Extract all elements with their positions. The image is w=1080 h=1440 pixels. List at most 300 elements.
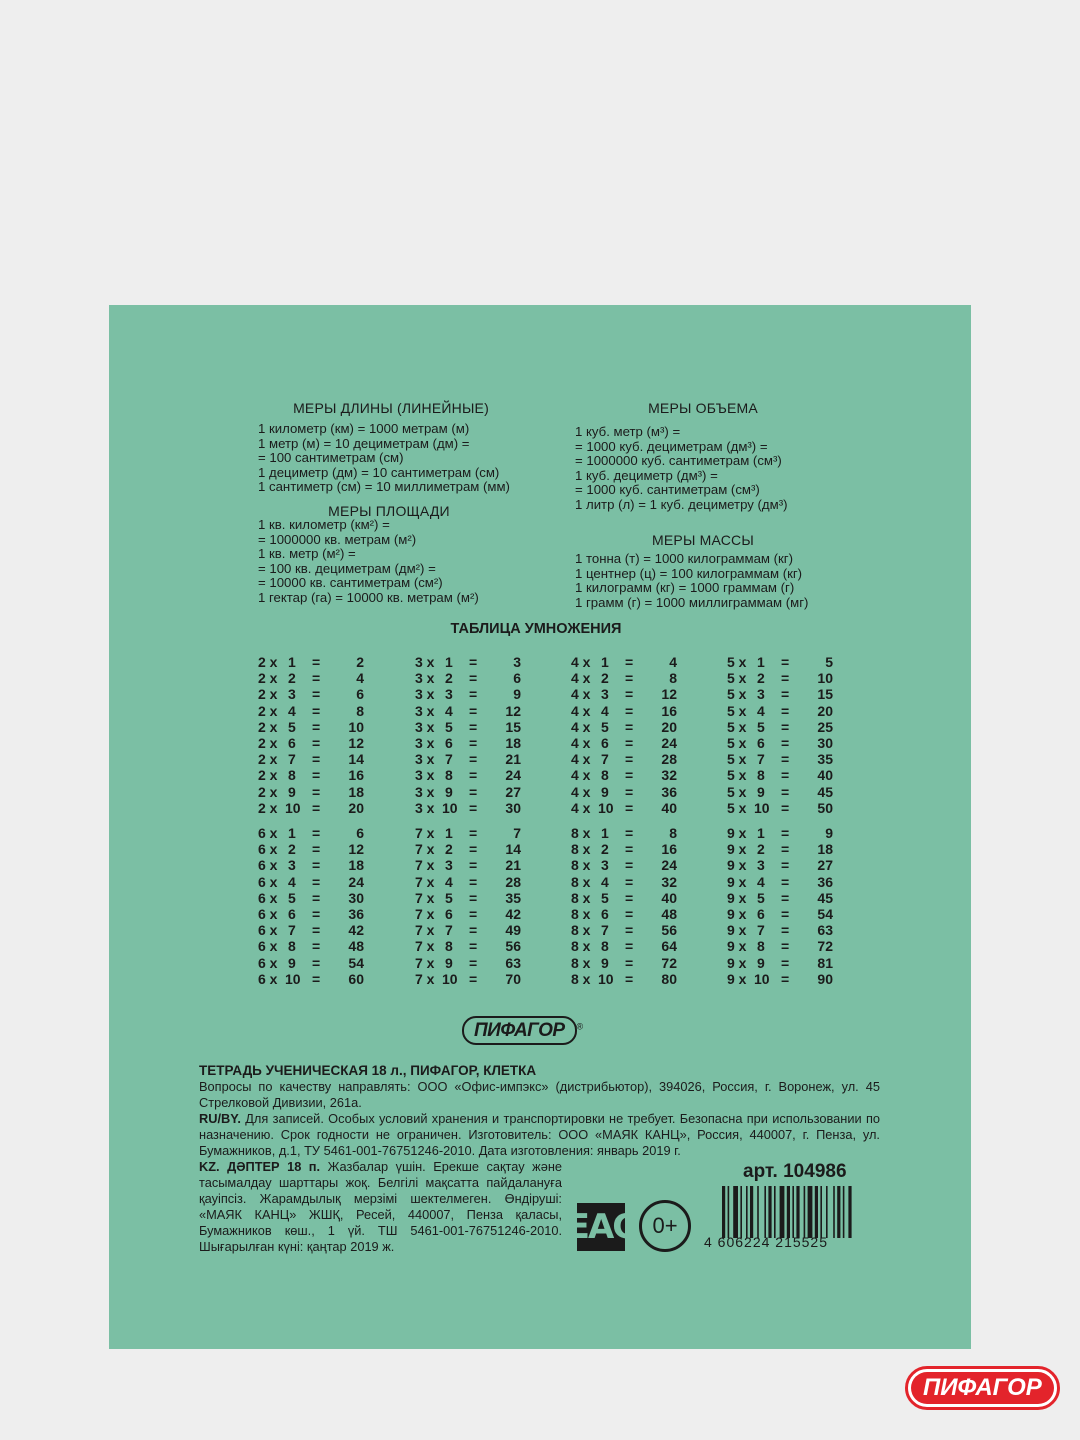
- volume-line: = 1000 куб. дециметрам (дм³) =: [575, 438, 768, 454]
- multiplication-row: [571, 841, 683, 857]
- multiplication-cell: 10: [285, 799, 301, 816]
- area-line: 1 кв. километр (км²) =: [258, 517, 390, 532]
- multiplication-cell: 2: [601, 841, 609, 858]
- multiplication-cell: 6 x: [258, 954, 278, 971]
- multiplication-cell: 3: [445, 857, 453, 874]
- multiplication-row: [727, 703, 839, 719]
- multiplication-row: [727, 751, 839, 767]
- multiplication-cell: 15: [505, 718, 521, 735]
- multiplication-row: [415, 686, 527, 702]
- multiplication-cell: 49: [505, 922, 521, 939]
- multiplication-row: [571, 703, 683, 719]
- multiplication-cell: 63: [817, 922, 833, 939]
- multiplication-cell: =: [312, 938, 321, 955]
- multiplication-row: [415, 841, 527, 857]
- multiplication-cell: 35: [505, 889, 521, 906]
- multiplication-cell: 3 x: [415, 654, 435, 670]
- multiplication-cell: 9: [445, 783, 453, 800]
- multiplication-cell: 2 x: [258, 702, 278, 719]
- multiplication-cell: 6 x: [258, 905, 278, 922]
- multiplication-cell: 6: [356, 686, 364, 703]
- multiplication-cell: 5 x: [727, 767, 747, 784]
- kz-label: KZ. ДӘПТЕР 18 п.: [199, 1159, 321, 1174]
- multiplication-cell: 2: [445, 841, 453, 858]
- multiplication-cell: 4: [601, 702, 609, 719]
- multiplication-cell: 50: [817, 799, 833, 816]
- multiplication-cell: =: [469, 841, 478, 858]
- multiplication-cell: 7: [757, 922, 765, 939]
- multiplication-cell: 2 x: [258, 654, 278, 670]
- multiplication-cell: 1: [601, 654, 609, 670]
- multiplication-row: [415, 825, 527, 841]
- quality-contact: Вопросы по качеству направлять: ООО «Офис-импэкс» (дистрибьютор), 394026, Россия, г. Воронеж, ул. 45 Стрелковой Дивизии, 261а.: [199, 1079, 880, 1110]
- barcode-bar: [804, 1186, 806, 1238]
- registered-mark: ®: [576, 1021, 584, 1032]
- multiplication-cell: 30: [505, 799, 521, 816]
- length-line: = 100 сантиметрам (см): [258, 450, 404, 466]
- multiplication-row: [258, 703, 370, 719]
- barcode-bar: [787, 1186, 790, 1238]
- multiplication-cell: =: [312, 686, 321, 703]
- length-line: 1 километр (км) = 1000 метрам (м): [258, 421, 470, 436]
- multiplication-cell: 9: [288, 783, 296, 800]
- multiplication-cell: 20: [817, 702, 833, 719]
- multiplication-cell: 8: [288, 938, 296, 955]
- multiplication-cell: 7 x: [415, 825, 435, 841]
- multiplication-cell: =: [781, 767, 790, 784]
- multiplication-cell: 9 x: [727, 841, 747, 858]
- multiplication-cell: 8 x: [571, 889, 591, 906]
- multiplication-cell: =: [781, 970, 790, 987]
- length-line: 1 дециметр (дм) = 10 сантиметрам (см): [258, 464, 500, 480]
- multiplication-cell: =: [781, 654, 790, 670]
- multiplication-cell: 16: [348, 767, 364, 784]
- multiplication-cell: 25: [817, 718, 833, 735]
- multiplication-cell: =: [312, 841, 321, 858]
- multiplication-cell: 8 x: [571, 873, 591, 890]
- barcode-bar: [780, 1186, 785, 1238]
- multiplication-cell: =: [625, 889, 634, 906]
- multiplication-row: [727, 938, 839, 954]
- multiplication-cell: 5: [445, 889, 453, 906]
- multiplication-cell: 10: [348, 718, 364, 735]
- barcode-bar: [837, 1186, 840, 1238]
- multiplication-row: [727, 686, 839, 702]
- multiplication-row: [258, 751, 370, 767]
- multiplication-cell: =: [625, 825, 634, 841]
- age-rating-mark: 0+: [639, 1200, 691, 1252]
- multiplication-cell: =: [625, 954, 634, 971]
- multiplication-cell: =: [312, 825, 321, 841]
- multiplication-cell: =: [781, 686, 790, 703]
- multiplication-row: [258, 784, 370, 800]
- area-heading: МЕРЫ ПЛОЩАДИ: [328, 503, 450, 519]
- multiplication-cell: 7 x: [415, 905, 435, 922]
- multiplication-cell: 4 x: [571, 767, 591, 784]
- area-line: = 100 кв. дециметрам (дм²) =: [258, 560, 436, 576]
- multiplication-cell: 21: [505, 751, 521, 768]
- multiplication-cell: =: [781, 938, 790, 955]
- multiplication-cell: 7: [288, 922, 296, 939]
- multiplication-cell: 7 x: [415, 857, 435, 874]
- multiplication-row: [258, 874, 370, 890]
- multiplication-row: [258, 890, 370, 906]
- multiplication-column: [415, 825, 527, 987]
- multiplication-row: [727, 955, 839, 971]
- multiplication-column: [258, 654, 370, 816]
- multiplication-cell: 80: [661, 970, 677, 987]
- multiplication-row: [415, 784, 527, 800]
- multiplication-row: [415, 751, 527, 767]
- multiplication-cell: 3: [288, 686, 296, 703]
- area-line: 1 кв. метр (м²) =: [258, 546, 356, 562]
- multiplication-cell: =: [469, 670, 478, 687]
- multiplication-cell: 2 x: [258, 734, 278, 751]
- multiplication-row: [415, 874, 527, 890]
- multiplication-cell: =: [312, 670, 321, 687]
- multiplication-cell: 1: [288, 825, 296, 841]
- multiplication-cell: 5: [288, 889, 296, 906]
- area-list: [258, 518, 479, 606]
- multiplication-cell: =: [312, 767, 321, 784]
- multiplication-cell: 5: [288, 718, 296, 735]
- multiplication-cell: 10: [285, 970, 301, 987]
- multiplication-cell: 3: [757, 857, 765, 874]
- length-list: [258, 422, 510, 495]
- multiplication-cell: =: [625, 922, 634, 939]
- ru-label: RU/BY.: [199, 1111, 241, 1126]
- multiplication-cell: 6: [601, 734, 609, 751]
- barcode-bar: [815, 1186, 818, 1238]
- multiplication-cell: 7 x: [415, 922, 435, 939]
- multiplication-cell: 28: [661, 751, 677, 768]
- multiplication-cell: 36: [817, 873, 833, 890]
- multiplication-cell: 6 x: [258, 841, 278, 858]
- multiplication-cell: 8: [601, 938, 609, 955]
- multiplication-cell: =: [312, 783, 321, 800]
- barcode-bar: [796, 1186, 799, 1238]
- multiplication-cell: 7: [513, 825, 521, 841]
- multiplication-cell: 18: [348, 857, 364, 874]
- multiplication-cell: 5 x: [727, 751, 747, 768]
- multiplication-row: [727, 825, 839, 841]
- multiplication-cell: 20: [661, 718, 677, 735]
- multiplication-cell: 9 x: [727, 938, 747, 955]
- multiplication-cell: 6: [445, 734, 453, 751]
- multiplication-cell: 12: [505, 702, 521, 719]
- multiplication-cell: =: [781, 702, 790, 719]
- multiplication-cell: 10: [598, 799, 614, 816]
- multiplication-cell: =: [625, 783, 634, 800]
- multiplication-cell: 2 x: [258, 686, 278, 703]
- multiplication-cell: =: [469, 857, 478, 874]
- multiplication-cell: 36: [348, 905, 364, 922]
- multiplication-cell: 10: [817, 670, 833, 687]
- multiplication-row: [258, 654, 370, 670]
- multiplication-cell: 8: [757, 938, 765, 955]
- length-line: 1 метр (м) = 10 дециметрам (дм) =: [258, 435, 470, 451]
- barcode-bar: [740, 1186, 742, 1238]
- multiplication-row: [415, 800, 527, 816]
- multiplication-row: [571, 767, 683, 783]
- multiplication-cell: 24: [348, 873, 364, 890]
- multiplication-cell: 6 x: [258, 922, 278, 939]
- multiplication-cell: 7 x: [415, 889, 435, 906]
- multiplication-cell: 5: [757, 718, 765, 735]
- multiplication-row: [415, 735, 527, 751]
- multiplication-cell: 6: [288, 905, 296, 922]
- multiplication-cell: =: [781, 857, 790, 874]
- multiplication-cell: 48: [348, 938, 364, 955]
- mass-line: 1 килограмм (кг) = 1000 граммам (г): [575, 580, 795, 596]
- multiplication-row: [571, 906, 683, 922]
- volume-line: 1 куб. дециметр (дм³) =: [575, 467, 718, 483]
- multiplication-cell: 8 x: [571, 938, 591, 955]
- multiplication-cell: =: [625, 970, 634, 987]
- multiplication-cell: 4 x: [571, 702, 591, 719]
- multiplication-cell: 8 x: [571, 954, 591, 971]
- multiplication-cell: =: [625, 686, 634, 703]
- multiplication-cell: 7: [445, 922, 453, 939]
- multiplication-row: [727, 906, 839, 922]
- multiplication-cell: 7: [601, 751, 609, 768]
- multiplication-row: [727, 767, 839, 783]
- multiplication-cell: 4: [669, 654, 677, 670]
- multiplication-cell: 6 x: [258, 938, 278, 955]
- multiplication-cell: 21: [505, 857, 521, 874]
- multiplication-row: [571, 857, 683, 873]
- eac-mark: EAC: [577, 1203, 625, 1251]
- multiplication-cell: 3 x: [415, 686, 435, 703]
- multiplication-cell: =: [625, 938, 634, 955]
- barcode-bar: [826, 1186, 828, 1238]
- multiplication-cell: 4: [445, 702, 453, 719]
- multiplication-cell: =: [625, 654, 634, 670]
- multiplication-row: [727, 735, 839, 751]
- multiplication-cell: 56: [661, 922, 677, 939]
- multiplication-cell: 14: [505, 841, 521, 858]
- multiplication-cell: =: [625, 670, 634, 687]
- multiplication-column: [727, 654, 839, 816]
- multiplication-cell: 30: [348, 889, 364, 906]
- multiplication-cell: 30: [817, 734, 833, 751]
- multiplication-cell: 45: [817, 889, 833, 906]
- multiplication-cell: 63: [505, 954, 521, 971]
- multiplication-cell: 2: [288, 841, 296, 858]
- multiplication-row: [727, 922, 839, 938]
- ru-info: [199, 1111, 880, 1159]
- volume-line: 1 литр (л) = 1 куб. дециметру (дм³): [575, 496, 788, 512]
- multiplication-cell: 8: [601, 767, 609, 784]
- multiplication-cell: 56: [505, 938, 521, 955]
- multiplication-row: [571, 800, 683, 816]
- multiplication-cell: 10: [754, 799, 770, 816]
- multiplication-cell: 27: [505, 783, 521, 800]
- multiplication-cell: 7 x: [415, 841, 435, 858]
- multiplication-cell: 9 x: [727, 889, 747, 906]
- multiplication-cell: 8 x: [571, 970, 591, 987]
- multiplication-cell: =: [312, 905, 321, 922]
- area-line: 1 гектар (га) = 10000 кв. метрам (м²): [258, 589, 479, 605]
- multiplication-cell: 2 x: [258, 718, 278, 735]
- kz-text: Жазбалар үшін. Ерекше сақтау және тасымалдау шарттары жоқ. Белгілі мақсатта пайдалануға қауіпсіз. Жарамдылық мерзімі шектелмеген. Өндіруші: «МАЯК КАНЦ» ЖШҚ, Ресей, 440007, Пенза қаласы, Бумажников көш., 1 үй. ТШ 5461-001-76751246-2010. Шығарылған күні: қаңтар 2019 ж.: [199, 1159, 562, 1254]
- multiplication-cell: 10: [754, 970, 770, 987]
- multiplication-cell: 4 x: [571, 751, 591, 768]
- multiplication-cell: 10: [598, 970, 614, 987]
- multiplication-cell: 40: [817, 767, 833, 784]
- multiplication-cell: 8: [445, 767, 453, 784]
- multiplication-cell: =: [781, 718, 790, 735]
- multiplication-cell: =: [625, 734, 634, 751]
- multiplication-cell: 10: [442, 970, 458, 987]
- multiplication-cell: 18: [348, 783, 364, 800]
- multiplication-cell: =: [312, 970, 321, 987]
- multiplication-row: [571, 686, 683, 702]
- multiplication-cell: =: [625, 702, 634, 719]
- multiplication-cell: 8: [356, 702, 364, 719]
- barcode-bar: [768, 1186, 771, 1238]
- multiplication-cell: =: [781, 751, 790, 768]
- multiplication-cell: 2: [288, 670, 296, 687]
- multiplication-cell: 4 x: [571, 670, 591, 687]
- multiplication-cell: =: [469, 751, 478, 768]
- barcode-bar: [833, 1186, 835, 1238]
- barcode-bar: [848, 1186, 851, 1238]
- multiplication-column: [727, 825, 839, 987]
- multiplication-cell: =: [625, 799, 634, 816]
- multiplication-column: [571, 825, 683, 987]
- multiplication-row: [415, 938, 527, 954]
- multiplication-cell: 9: [601, 954, 609, 971]
- multiplication-cell: 2 x: [258, 783, 278, 800]
- multiplication-cell: 36: [661, 783, 677, 800]
- multiplication-row: [415, 857, 527, 873]
- multiplication-cell: =: [312, 857, 321, 874]
- multiplication-cell: =: [625, 767, 634, 784]
- multiplication-row: [727, 971, 839, 987]
- multiplication-cell: =: [469, 686, 478, 703]
- multiplication-cell: 2: [757, 841, 765, 858]
- multiplication-cell: 8: [669, 825, 677, 841]
- multiplication-row: [415, 719, 527, 735]
- article-number: арт. 104986: [743, 1161, 847, 1182]
- multiplication-row: [571, 719, 683, 735]
- multiplication-row: [258, 670, 370, 686]
- multiplication-cell: 9 x: [727, 857, 747, 874]
- multiplication-row: [258, 857, 370, 873]
- multiplication-cell: =: [469, 825, 478, 841]
- multiplication-cell: 8 x: [571, 922, 591, 939]
- barcode-bar: [757, 1186, 759, 1238]
- multiplication-cell: 24: [661, 734, 677, 751]
- multiplication-row: [258, 938, 370, 954]
- multiplication-cell: =: [781, 670, 790, 687]
- barcode-bar: [820, 1186, 822, 1238]
- barcode-bar: [774, 1186, 776, 1238]
- volume-list: [575, 425, 787, 513]
- multiplication-cell: 4: [288, 873, 296, 890]
- multiplication-cell: 9: [513, 686, 521, 703]
- area-line: = 10000 кв. сантиметрам (см²): [258, 575, 443, 591]
- multiplication-cell: =: [312, 702, 321, 719]
- multiplication-cell: 81: [817, 954, 833, 971]
- multiplication-cell: =: [469, 718, 478, 735]
- multiplication-row: [571, 922, 683, 938]
- multiplication-row: [415, 922, 527, 938]
- multiplication-cell: 2 x: [258, 799, 278, 816]
- mass-line: 1 грамм (г) = 1000 миллиграммам (мг): [575, 594, 809, 610]
- multiplication-cell: =: [312, 799, 321, 816]
- multiplication-cell: 5 x: [727, 734, 747, 751]
- multiplication-cell: 70: [505, 970, 521, 987]
- multiplication-cell: 6 x: [258, 873, 278, 890]
- multiplication-cell: 1: [601, 825, 609, 841]
- multiplication-cell: 7: [757, 751, 765, 768]
- multiplication-row: [727, 800, 839, 816]
- multiplication-cell: =: [469, 767, 478, 784]
- multiplication-cell: 32: [661, 873, 677, 890]
- multiplication-row: [258, 841, 370, 857]
- multiplication-cell: =: [312, 954, 321, 971]
- barcode-bar: [843, 1186, 845, 1238]
- multiplication-row: [415, 906, 527, 922]
- multiplication-cell: 8: [669, 670, 677, 687]
- multiplication-cell: 2 x: [258, 751, 278, 768]
- multiplication-cell: =: [781, 734, 790, 751]
- multiplication-cell: 64: [661, 938, 677, 955]
- multiplication-cell: =: [469, 783, 478, 800]
- multiplication-cell: 3 x: [415, 702, 435, 719]
- multiplication-cell: 2 x: [258, 670, 278, 687]
- multiplication-cell: 5 x: [727, 783, 747, 800]
- multiplication-cell: 5: [601, 718, 609, 735]
- multiplication-cell: 12: [348, 734, 364, 751]
- brand-logo: [462, 1020, 583, 1042]
- multiplication-cell: 42: [348, 922, 364, 939]
- multiplication-cell: 9: [825, 825, 833, 841]
- multiplication-row: [727, 857, 839, 873]
- corner-brand-logo: [905, 1366, 1060, 1410]
- multiplication-cell: =: [781, 783, 790, 800]
- multiplication-cell: 1: [757, 654, 765, 670]
- multiplication-cell: 2: [445, 670, 453, 687]
- multiplication-cell: 6 x: [258, 825, 278, 841]
- multiplication-row: [258, 825, 370, 841]
- multiplication-cell: =: [312, 718, 321, 735]
- multiplication-cell: 28: [505, 873, 521, 890]
- multiplication-cell: 16: [661, 702, 677, 719]
- multiplication-cell: 7 x: [415, 938, 435, 955]
- mass-line: 1 тонна (т) = 1000 килограммам (кг): [575, 551, 793, 566]
- multiplication-cell: 3 x: [415, 718, 435, 735]
- multiplication-cell: 6: [445, 905, 453, 922]
- area-line: = 1000000 кв. метрам (м²): [258, 531, 417, 547]
- multiplication-row: [727, 719, 839, 735]
- multiplication-cell: =: [469, 799, 478, 816]
- mass-heading: МЕРЫ МАССЫ: [652, 532, 754, 548]
- multiplication-row: [258, 922, 370, 938]
- multiplication-cell: 3: [601, 686, 609, 703]
- multiplication-row: [415, 703, 527, 719]
- multiplication-cell: 8 x: [571, 857, 591, 874]
- multiplication-cell: 8: [445, 938, 453, 955]
- multiplication-cell: 14: [348, 751, 364, 768]
- barcode-number: 4 606224 215525: [704, 1234, 828, 1250]
- multiplication-cell: 4: [601, 873, 609, 890]
- volume-line: = 1000000 куб. сантиметрам (см³): [575, 453, 782, 469]
- multiplication-cell: 32: [661, 767, 677, 784]
- multiplication-cell: 9: [601, 783, 609, 800]
